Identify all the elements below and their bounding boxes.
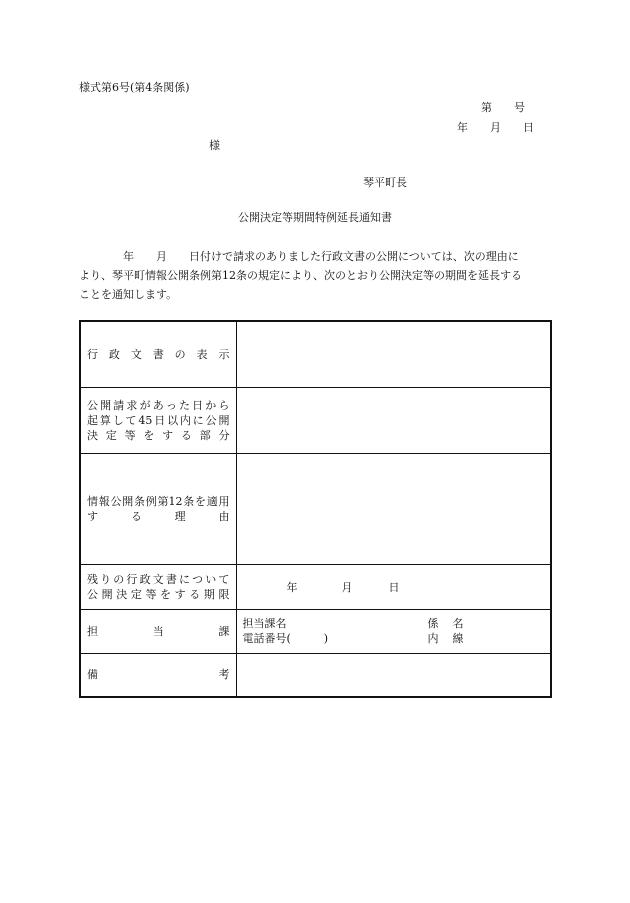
label-char: か — [205, 398, 217, 412]
label-char: 決 — [87, 428, 98, 442]
label-char: て — [125, 413, 137, 427]
deadline-day: 日 — [388, 580, 400, 594]
label-char: 当 — [152, 624, 164, 638]
label-char: 理 — [174, 509, 186, 523]
extension-label — [428, 631, 464, 646]
contact-row-1 — [243, 616, 545, 631]
label-char: す — [174, 587, 186, 601]
label-char: を — [195, 494, 206, 508]
label-char: 考 — [218, 668, 230, 682]
label-char: 残 — [87, 572, 98, 586]
document-date: 年 月 日 — [457, 121, 534, 134]
label-line — [87, 624, 230, 639]
label-char: 書 — [165, 572, 177, 586]
label-char: 求 — [126, 398, 138, 412]
label-char: 45 — [138, 413, 153, 427]
label-char: 以 — [167, 413, 179, 427]
label-char: 公 — [87, 587, 98, 601]
label-char: り — [100, 572, 112, 586]
notice-table — [79, 320, 552, 698]
label-line — [87, 347, 230, 362]
label-char: 公 — [110, 494, 122, 508]
name-char: 名 — [452, 617, 464, 630]
label-remarks — [80, 653, 236, 697]
label-char: 限 — [218, 587, 230, 601]
label-char: 表 — [196, 347, 208, 361]
body-line-2: より、琴平町情報公開条例第12条の規定により、次のとおり公開決定等の期間を延長する — [79, 269, 522, 282]
label-line — [87, 509, 230, 524]
value-remarks[interactable] — [236, 653, 551, 697]
label-line — [87, 494, 230, 509]
body-line-1: 年 月 日付けで請求のありました行政文書の公開については、次の理由に — [123, 250, 519, 263]
deadline-month: 月 — [341, 580, 353, 594]
label-char: 請 — [113, 398, 125, 412]
label-document-description — [80, 321, 236, 387]
label-char: 課 — [218, 624, 230, 638]
label-char: 報 — [98, 494, 110, 508]
label-char: 日 — [154, 413, 166, 427]
label-line — [87, 413, 230, 428]
label-char: 第12 — [157, 494, 183, 508]
label-char: 例 — [145, 494, 157, 508]
label-char: 公 — [205, 413, 217, 427]
body-line-3: ことを通知します。 — [79, 288, 178, 301]
label-char: に — [192, 413, 204, 427]
label-char: る — [189, 587, 201, 601]
label-extension-reason — [80, 453, 236, 564]
label-char: 条 — [183, 494, 195, 508]
label-char: を — [160, 587, 172, 601]
label-char: あ — [152, 398, 164, 412]
label-char: 起 — [87, 413, 98, 427]
label-char: 備 — [87, 668, 98, 682]
value-remaining-deadline[interactable] — [236, 564, 551, 609]
value-extension-reason[interactable] — [236, 453, 551, 564]
label-char: 開 — [101, 587, 113, 601]
label-char: つ — [192, 572, 204, 586]
label-char: 担 — [87, 624, 98, 638]
label-char: 書 — [152, 347, 164, 361]
row-remarks — [80, 653, 551, 697]
label-char: 決 — [116, 587, 128, 601]
row-document-description — [80, 321, 551, 387]
label-line — [87, 587, 230, 602]
label-char: 示 — [218, 347, 230, 361]
row-department — [80, 609, 551, 653]
label-char: の — [174, 347, 186, 361]
label-char: た — [178, 398, 190, 412]
sen-char: 線 — [452, 632, 464, 645]
label-char: す — [87, 509, 98, 523]
label-char: 文 — [130, 347, 142, 361]
recipient-honorific: 様 — [209, 139, 220, 152]
contact-row-2 — [243, 631, 545, 646]
label-char: ら — [218, 398, 230, 412]
label-char: し — [112, 413, 124, 427]
document-number: 第 号 — [481, 101, 525, 114]
label-char: っ — [165, 398, 177, 412]
label-char: 部 — [199, 428, 211, 442]
label-line — [87, 398, 230, 413]
label-char: 内 — [179, 413, 191, 427]
value-disclosed-portion[interactable] — [236, 387, 551, 453]
label-char: て — [218, 572, 230, 586]
label-char: に — [178, 572, 190, 586]
label-char: 開 — [100, 398, 112, 412]
body-text — [79, 247, 557, 304]
label-char: 行 — [87, 347, 98, 361]
label-disclosed-portion — [80, 387, 236, 453]
label-char: 等 — [145, 587, 157, 601]
label-char: 分 — [218, 428, 230, 442]
label-char: の — [113, 572, 125, 586]
label-char: 適 — [206, 494, 218, 508]
label-char: 政 — [139, 572, 151, 586]
label-remaining-deadline — [80, 564, 236, 609]
label-char: 算 — [99, 413, 111, 427]
nai-char: 内 — [427, 632, 439, 645]
label-department — [80, 609, 236, 653]
sender-name: 琴平町長 — [363, 176, 407, 189]
row-extension-reason — [80, 453, 551, 564]
label-char: い — [205, 572, 217, 586]
label-char: 開 — [218, 413, 230, 427]
label-char: を — [143, 428, 155, 442]
kakari-char: 係 — [427, 617, 439, 630]
label-line — [87, 667, 230, 682]
label-char: る — [180, 428, 192, 442]
label-char: 期 — [203, 587, 215, 601]
row-remaining-deadline — [80, 564, 551, 609]
label-line — [87, 572, 230, 587]
form-number: 様式第6号(第4条関係) — [79, 81, 190, 94]
label-char: 公 — [87, 398, 98, 412]
label-char: 定 — [105, 428, 117, 442]
label-char: 等 — [124, 428, 136, 442]
label-char: す — [162, 428, 174, 442]
label-char: 情 — [87, 494, 98, 508]
label-char: る — [130, 509, 142, 523]
label-char: 条 — [134, 494, 145, 508]
row-disclosed-portion — [80, 387, 551, 453]
label-char: 行 — [126, 572, 138, 586]
value-department-contact[interactable] — [236, 609, 551, 653]
label-char: 政 — [108, 347, 120, 361]
label-char: 用 — [218, 494, 230, 508]
phone-number-label: 電話番号( ) — [242, 632, 329, 645]
label-char: 開 — [122, 494, 134, 508]
value-document-description[interactable] — [236, 321, 551, 387]
label-char: 定 — [130, 587, 142, 601]
person-name-label — [428, 616, 464, 631]
label-char: が — [139, 398, 151, 412]
label-char: 由 — [218, 509, 230, 523]
label-line — [87, 428, 230, 443]
document-title: 公開決定等期間特例延長通知書 — [238, 211, 392, 224]
label-char: 文 — [152, 572, 164, 586]
deadline-year: 年 — [286, 580, 298, 594]
label-char: 日 — [192, 398, 204, 412]
department-name-label: 担当課名 — [242, 617, 287, 630]
